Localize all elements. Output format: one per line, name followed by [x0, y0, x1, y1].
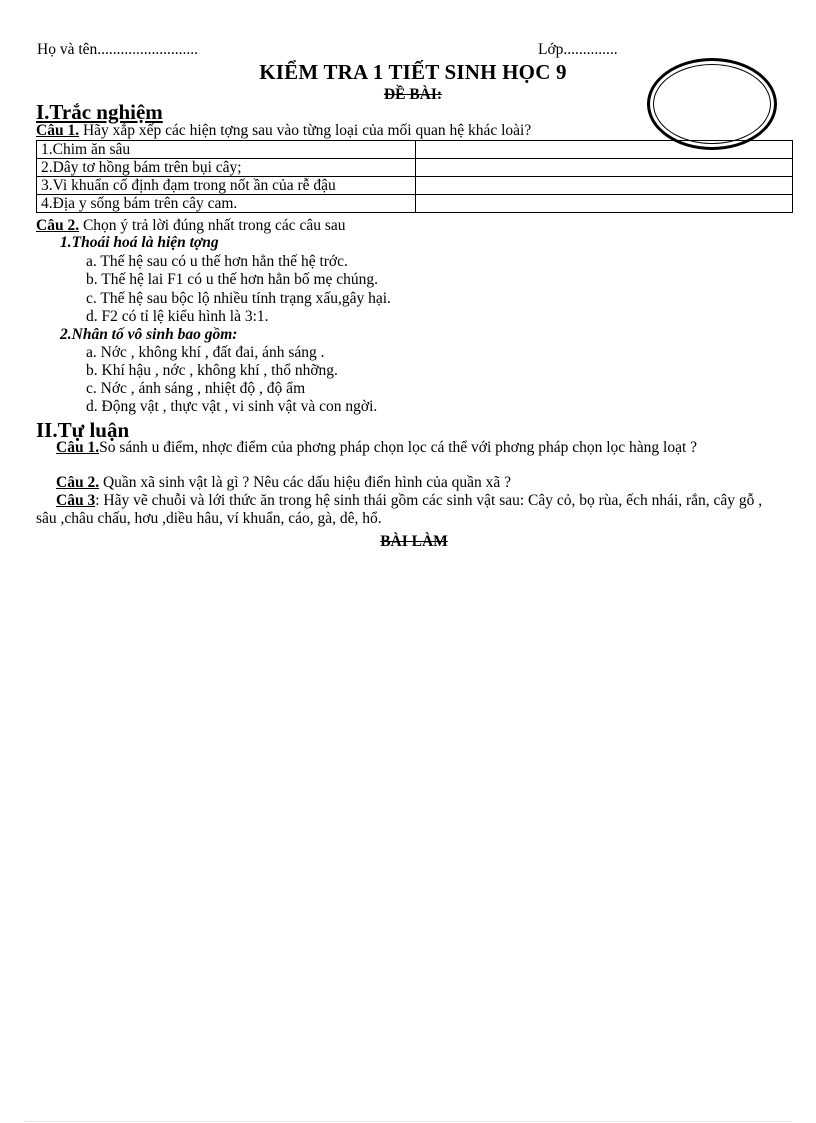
- class-label: Lớp: [538, 41, 564, 58]
- option-item: c. Nớc , ánh sáng , nhiệt độ , độ ẩm: [86, 380, 306, 397]
- option-item: a. Thế hệ sau có u thế hơn hẳn thế hệ trớc.: [86, 253, 348, 270]
- section-2-heading: II.Tự luận: [36, 418, 130, 442]
- table-cell-answer: [416, 141, 793, 159]
- essay-question-1-label: Câu 1.: [56, 439, 100, 456]
- question-2: [36, 217, 346, 235]
- class-field: [538, 41, 618, 59]
- essay-question-3-label: Câu 3: [56, 492, 96, 509]
- table-cell-item: 3.Vi khuẩn cố định đạm trong nốt ần của rễ đậu: [37, 177, 416, 195]
- option-item: b. Thế hệ lai F1 có u thế hơn hẳn bố mẹ chúng.: [86, 271, 379, 288]
- table-cell-answer: [416, 159, 793, 177]
- option-item: c. Thế hệ sau bộc lộ nhiều tính trạng xấu,gây hại.: [86, 290, 391, 307]
- table-cell-answer: [416, 177, 793, 195]
- table-row: [37, 177, 793, 195]
- essay-question-1-text: So sánh u điểm, nhợc điểm của phơng pháp chọn lọc cá thể với phơng pháp chọn lọc hàng loạt ?: [99, 439, 698, 456]
- student-name-label: Họ và tên: [37, 41, 98, 58]
- class-dots: ..............: [563, 41, 618, 58]
- table-row: [37, 159, 793, 177]
- exam-subtitle: ĐỀ BÀI:: [383, 86, 443, 103]
- question-2-text: Chọn ý trả lời đúng nhất trong các câu sau: [79, 217, 346, 234]
- table-cell-item: 4.Địa y sống bám trên cây cam.: [37, 195, 416, 213]
- question-1-text: Hãy xắp xếp các hiện tợng sau vào từng loại của mối quan hệ khác loài?: [79, 122, 532, 139]
- student-name-field: [37, 41, 198, 59]
- essay-question-2-text: Quần xã sinh vật là gì ? Nêu các dấu hiệu điển hình của quần xã ?: [99, 474, 511, 491]
- question-2-part-1-heading: 1.Thoái hoá là hiện tợng: [60, 234, 219, 251]
- option-item: b. Khí hậu , nớc , không khí , thổ nhỡng.: [86, 362, 338, 379]
- table-cell-answer: [416, 195, 793, 213]
- page-bottom-border: [24, 1121, 792, 1122]
- essay-question-1: [36, 439, 778, 457]
- exam-title: KIỂM TRA 1 TIẾT SINH HỌC 9: [259, 60, 567, 84]
- section-1-heading: I.Trắc nghiệm: [36, 100, 163, 124]
- table-cell-item: 2.Dây tơ hồng bám trên bụi cây;: [37, 159, 416, 177]
- question-2-part-2-heading: 2.Nhân tố vô sinh bao gồm:: [60, 326, 238, 343]
- essay-question-3: [36, 492, 778, 528]
- matching-table: [36, 140, 793, 213]
- question-1-label: Câu 1.: [36, 122, 80, 139]
- question-1: [36, 122, 531, 140]
- option-item: d. Động vật , thực vật , vi sinh vật và con ngời.: [86, 398, 378, 415]
- option-item: d. F2 có tỉ lệ kiểu hình là 3:1.: [86, 308, 269, 325]
- student-name-dots: ..........................: [97, 41, 199, 58]
- essay-question-2: [36, 474, 778, 492]
- essay-question-3-text: : Hãy vẽ chuỗi và lới thức ăn trong hệ sinh thái gồm các sinh vật sau: Cây cỏ, bọ rùa, ếch nhái, rắn, cây gỗ , sâu ,châu chấu, hơu ,diều hâu, ví khuẩn, cáo, gà, dê, hổ.: [36, 492, 763, 527]
- answer-heading: BÀI LÀM: [380, 533, 448, 550]
- question-2-label: Câu 2.: [36, 217, 80, 234]
- option-item: a. Nớc , không khí , đất đai, ánh sáng .: [86, 344, 325, 361]
- table-cell-item: 1.Chim ăn sâu: [37, 141, 416, 159]
- table-row: [37, 195, 793, 213]
- table-row: [37, 141, 793, 159]
- essay-question-2-label: Câu 2.: [56, 474, 100, 491]
